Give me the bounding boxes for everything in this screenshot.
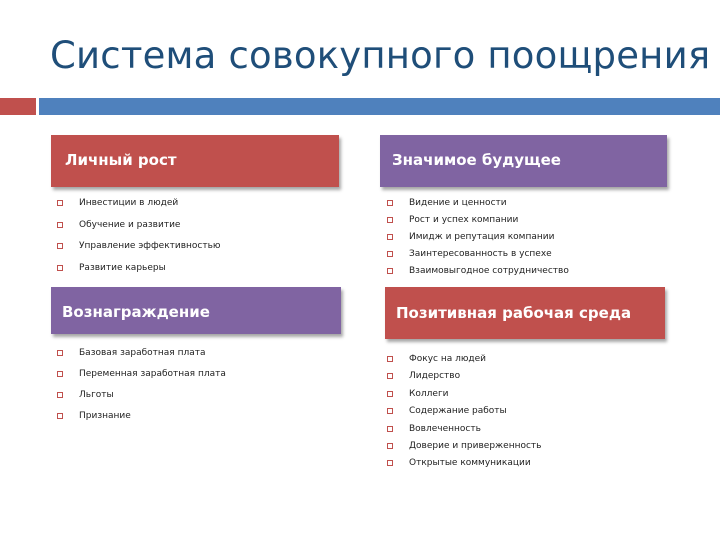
list-item-label: Заинтересованность в успехе: [409, 249, 552, 259]
quadrant-header-meaningful-future: Значимое будущее: [380, 135, 667, 187]
slide-title: Система совокупного поощрения: [50, 34, 711, 77]
square-bullet-icon: [57, 265, 63, 271]
list-item-label: Переменная заработная плата: [79, 369, 226, 379]
square-bullet-icon: [57, 200, 63, 206]
list-item-label: Видение и ценности: [409, 198, 507, 208]
square-bullet-icon: [387, 234, 393, 240]
square-bullet-icon: [387, 408, 393, 414]
title-rule-blue: [39, 98, 720, 115]
list-item: [54, 198, 220, 220]
list-item: [54, 390, 226, 411]
list-item-label: Имидж и репутация компании: [409, 232, 555, 242]
list-item-label: Доверие и приверженность: [409, 440, 542, 451]
list-item: [54, 263, 220, 285]
square-bullet-icon: [387, 443, 393, 449]
square-bullet-icon: [387, 356, 393, 362]
list-item-label: Инвестиции в людей: [79, 198, 179, 208]
list-item: [384, 406, 541, 423]
list-item-label: Признание: [79, 411, 131, 421]
quadrant-header-compensation: Вознаграждение: [51, 287, 341, 334]
square-bullet-icon: [387, 460, 393, 466]
list-item-label: Рост и успех компании: [409, 215, 519, 225]
quadrant-list-compensation: [54, 348, 226, 432]
list-item-label: Вовлеченность: [409, 423, 481, 434]
list-item-label: Лидерство: [409, 371, 461, 382]
list-item: [384, 354, 541, 371]
square-bullet-icon: [57, 222, 63, 228]
list-item-label: Обучение и развитие: [79, 219, 181, 230]
square-bullet-icon: [387, 426, 393, 432]
list-item-label: Открытые коммуникации: [409, 458, 531, 469]
list-item-label: Управление эффективностью: [79, 241, 221, 251]
quadrant-list-meaningful-future: [384, 198, 569, 283]
list-item: [54, 241, 220, 263]
list-item: [384, 249, 569, 266]
title-rule-red: [0, 98, 36, 115]
list-item: [384, 198, 569, 215]
square-bullet-icon: [57, 243, 63, 249]
square-bullet-icon: [57, 350, 63, 356]
list-item: [384, 424, 541, 441]
quadrant-header-personal-growth: Личный рост: [51, 135, 339, 187]
square-bullet-icon: [387, 373, 393, 379]
square-bullet-icon: [387, 217, 393, 223]
square-bullet-icon: [387, 268, 393, 274]
square-bullet-icon: [387, 200, 393, 206]
list-item: [384, 458, 541, 475]
list-item-label: Льготы: [79, 390, 114, 400]
list-item-label: Содержание работы: [409, 406, 507, 417]
list-item-label: Базовая заработная плата: [79, 348, 206, 358]
list-item-label: Взаимовыгодное сотрудничество: [409, 266, 569, 276]
quadrant-header-positive-environment: Позитивная рабочая среда: [385, 287, 665, 339]
list-item: [54, 411, 226, 432]
list-item: [384, 266, 569, 283]
square-bullet-icon: [387, 251, 393, 257]
list-item: [54, 369, 226, 390]
square-bullet-icon: [57, 392, 63, 398]
list-item: [384, 389, 541, 406]
list-item: [54, 220, 220, 242]
list-item: [384, 371, 541, 388]
quadrant-list-positive-environment: [384, 354, 541, 476]
list-item-label: Коллеги: [409, 388, 449, 399]
square-bullet-icon: [57, 371, 63, 377]
list-item: [54, 348, 226, 369]
list-item-label: Развитие карьеры: [79, 262, 166, 273]
list-item: [384, 441, 541, 458]
list-item: [384, 232, 569, 249]
quadrant-list-personal-growth: [54, 198, 220, 284]
square-bullet-icon: [57, 413, 63, 419]
square-bullet-icon: [387, 391, 393, 397]
list-item-label: Фокус на людей: [409, 354, 487, 364]
list-item: [384, 215, 569, 232]
